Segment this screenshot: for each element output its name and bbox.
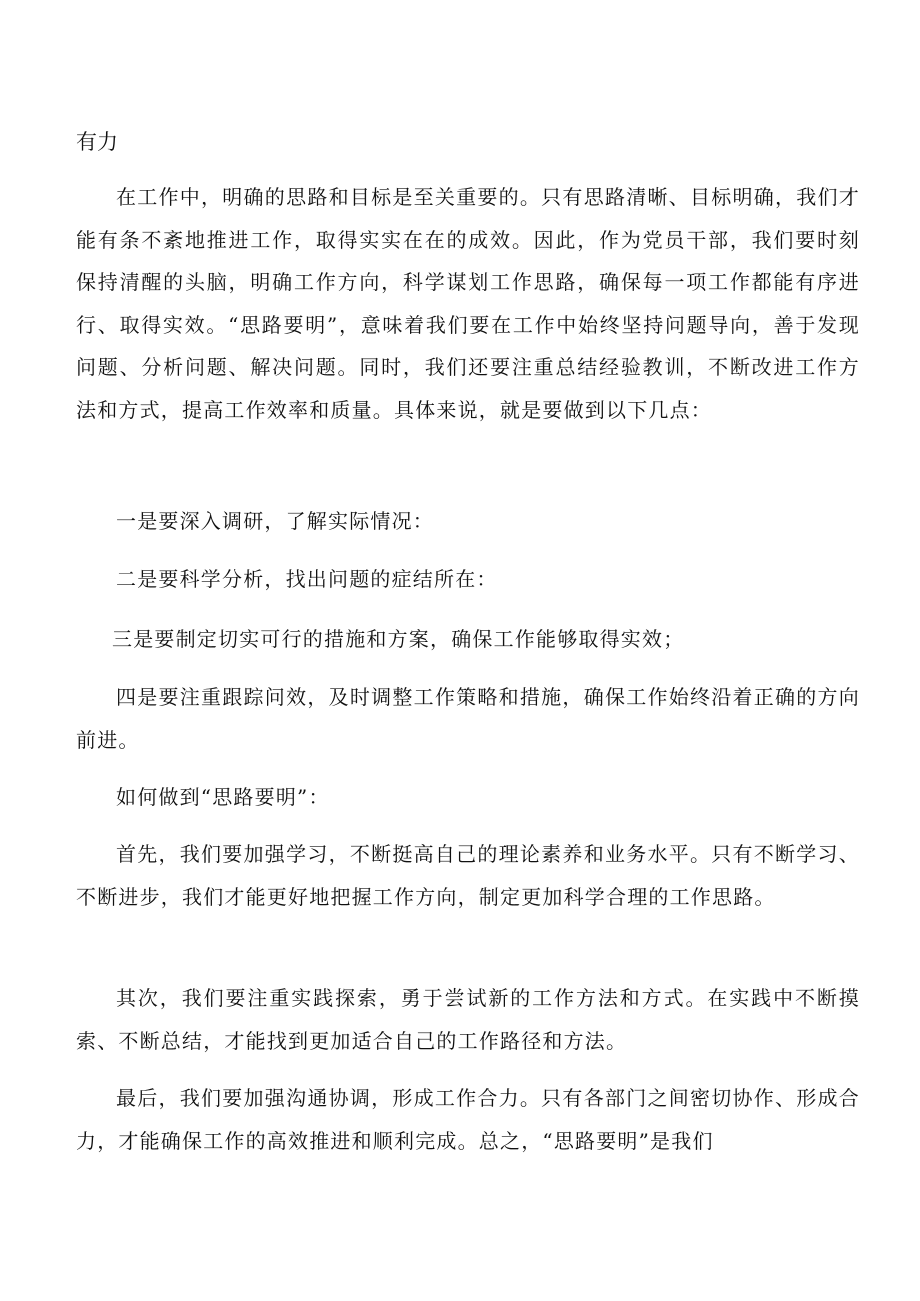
paragraph-point-1: 一是要深入调研，了解实际情况： (116, 509, 434, 533)
paragraph-second: 其次，我们要注重实践探索，勇于尝试新的工作方法和方式。在实践中不断摸索、不断总结，才能找到更加适合自己的工作路径和方法。 (76, 986, 860, 1053)
paragraph-intro: 在工作中，明确的思路和目标是至关重要的。只有思路清晰、目标明确，我们才能有条不紊地推进工作，取得实实在在的成效。因此，作为党员干部，我们要时刻保持清醒的头脑，明确工作方向，科学谋划工作思路，确保每一项工作都能有序进行、取得实效。“思路要明”，意味着我们要在工作中始终坚持问题导向，善于发现问题、分析问题、解决问题。同时，我们还要注重总结经验教训，不断改进工作方法和方式，提高工作效率和质量。具体来说，就是要做到以下几点： (76, 185, 860, 422)
paragraph-point-3: 三是要制定切实可行的措施和方案，确保工作能够取得实效； (112, 627, 685, 651)
paragraph-first: 首先，我们要加强学习，不断挺高自己的理论素养和业务水平。只有不断学习、不断进步，我们才能更好地把握工作方向，制定更加科学合理的工作思路。 (76, 842, 860, 909)
paragraph-point-4: 四是要注重跟踪问效，及时调整工作策略和措施，确保工作始终沿着正确的方向前进。 (76, 685, 860, 752)
paragraph-how-to: 如何做到“思路要明”： (116, 785, 330, 809)
paragraph-point-2: 二是要科学分析，找出问题的症结所在： (116, 567, 498, 591)
paragraph-last: 最后，我们要加强沟通协调，形成工作合力。只有各部门之间密切协作、形成合力，才能确保工作的高效推进和顺利完成。总之，“思路要明”是我们 (76, 1086, 860, 1153)
section-heading: 有力 (76, 130, 118, 154)
